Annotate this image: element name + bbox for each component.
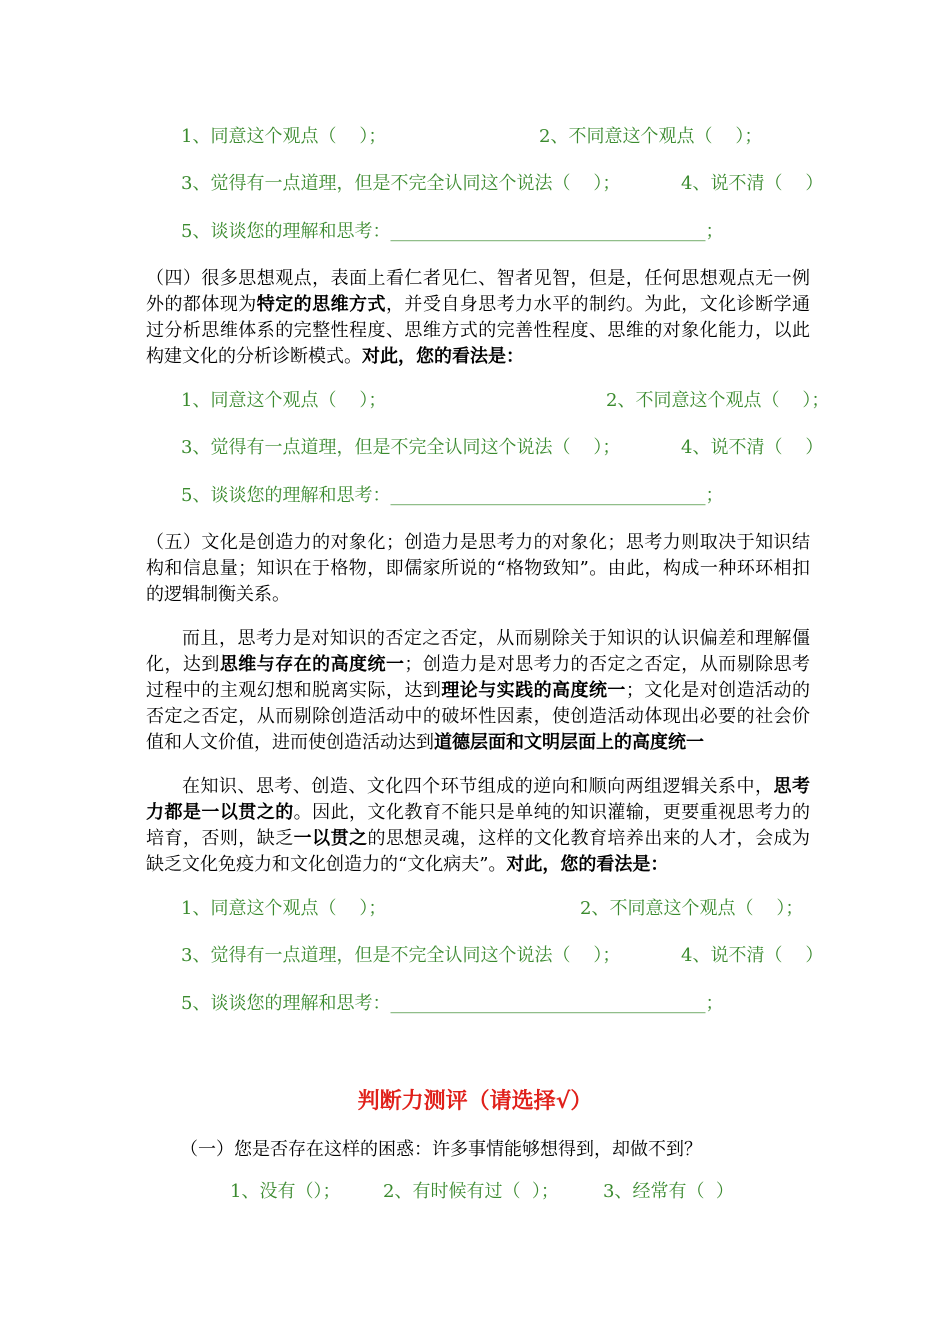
- paragraph-text: 在知识、思考、创造、文化四个环节组成的逆向和顺向两组逻辑关系中，: [182, 776, 774, 797]
- paragraph-text: ；文化是对创造活动的否定之否定，从而剔除创造活动中的破坏性因素，使创造活动体现出必要的社会价值和人文价值，进而使创造活动达到: [146, 680, 811, 753]
- paragraph-7: [146, 774, 810, 878]
- option-unsure[interactable]: 4、说不清（ ）: [681, 173, 824, 194]
- emphasis-text: 特定的思维方式: [256, 294, 386, 315]
- option-agree[interactable]: 1、同意这个观点（ ）；: [181, 126, 387, 147]
- option-disagree[interactable]: 2、不同意这个观点（ ）；: [539, 126, 763, 147]
- option-unsure[interactable]: 4、说不清（ ）: [681, 437, 824, 458]
- question-1: （一）您是否存在这样的困惑：许多事情能够想得到，却做不到？: [180, 1139, 702, 1160]
- emphasis-text: 道德层面和文明层面上的高度统一: [434, 732, 704, 753]
- paragraph-text: （四）很多思想观点，表面上看仁者见仁、智者见智，但是，任何思想观点无一例外的都体现为: [146, 268, 810, 315]
- emphasis-text: 对此，您的看法是：: [506, 854, 669, 875]
- paragraph-text: 。因此，文化教育不能只是单纯的知识灌输，更要重视思考力的培育，否则，缺乏: [146, 802, 810, 849]
- answer-often[interactable]: 3、经常有（ ）: [603, 1181, 734, 1202]
- paragraph-6: [146, 626, 810, 756]
- paragraph-text: ，并受自身思考力水平的制约。为此，文化诊断学通过分析思维体系的完整性程度、思维方式的完善性程度、思维的对象化能力，以此构建文化的分析诊断模式。: [146, 294, 811, 367]
- option-partial[interactable]: 3、觉得有一点道理，但是不完全认同这个说法（ ）；: [181, 437, 621, 458]
- option-unsure[interactable]: 4、说不清（ ）: [681, 945, 824, 966]
- answer-never[interactable]: 1、没有（）；: [230, 1181, 341, 1202]
- emphasis-text: 理论与实践的高度统一: [441, 680, 626, 701]
- option-comment[interactable]: 5、谈谈您的理解和思考：___________________________________；: [181, 993, 724, 1014]
- option-comment[interactable]: 5、谈谈您的理解和思考：___________________________________；: [181, 485, 724, 506]
- emphasis-text: 一以贯之: [293, 828, 368, 849]
- paragraph-5: [146, 530, 810, 608]
- section-title: 判断力测评（请选择√）: [357, 1089, 593, 1114]
- emphasis-text: 对此，您的看法是：: [362, 346, 524, 367]
- emphasis-text: 思维与存在的高度统一: [219, 654, 405, 675]
- paragraph-text: ；创造力是对思考力的否定之否定，从而剔除思考过程中的主观幻想和脱离实际，达到: [146, 654, 811, 701]
- option-partial[interactable]: 3、觉得有一点道理，但是不完全认同这个说法（ ）；: [181, 945, 621, 966]
- option-partial[interactable]: 3、觉得有一点道理，但是不完全认同这个说法（ ）；: [181, 173, 621, 194]
- answer-sometimes[interactable]: 2、有时候有过（ ）；: [383, 1181, 559, 1202]
- option-disagree[interactable]: 2、不同意这个观点（ ）；: [606, 390, 830, 411]
- paragraph-4: [146, 266, 810, 370]
- option-agree[interactable]: 1、同意这个观点（ ）；: [181, 390, 387, 411]
- paragraph-text: 的思想灵魂，这样的文化教育培养出来的人才，会成为缺乏文化免疫力和文化创造力的“文化病夫”。: [146, 828, 810, 875]
- paragraph-text: （五）文化是创造力的对象化；创造力是思考力的对象化；思考力则取决于知识结构和信息量；知识在于格物，即儒家所说的“格物致知”。由此，构成一种环环相扣的逻辑制衡关系。: [146, 532, 810, 605]
- option-agree[interactable]: 1、同意这个观点（ ）；: [181, 898, 387, 919]
- option-comment[interactable]: 5、谈谈您的理解和思考：___________________________________；: [181, 221, 724, 242]
- emphasis-text: 思考力都是一以贯之的: [146, 776, 811, 823]
- option-disagree[interactable]: 2、不同意这个观点（ ）；: [580, 898, 804, 919]
- paragraph-text: 而且，思考力是对知识的否定之否定，从而剔除关于知识的认识偏差和理解僵化，达到: [146, 628, 810, 675]
